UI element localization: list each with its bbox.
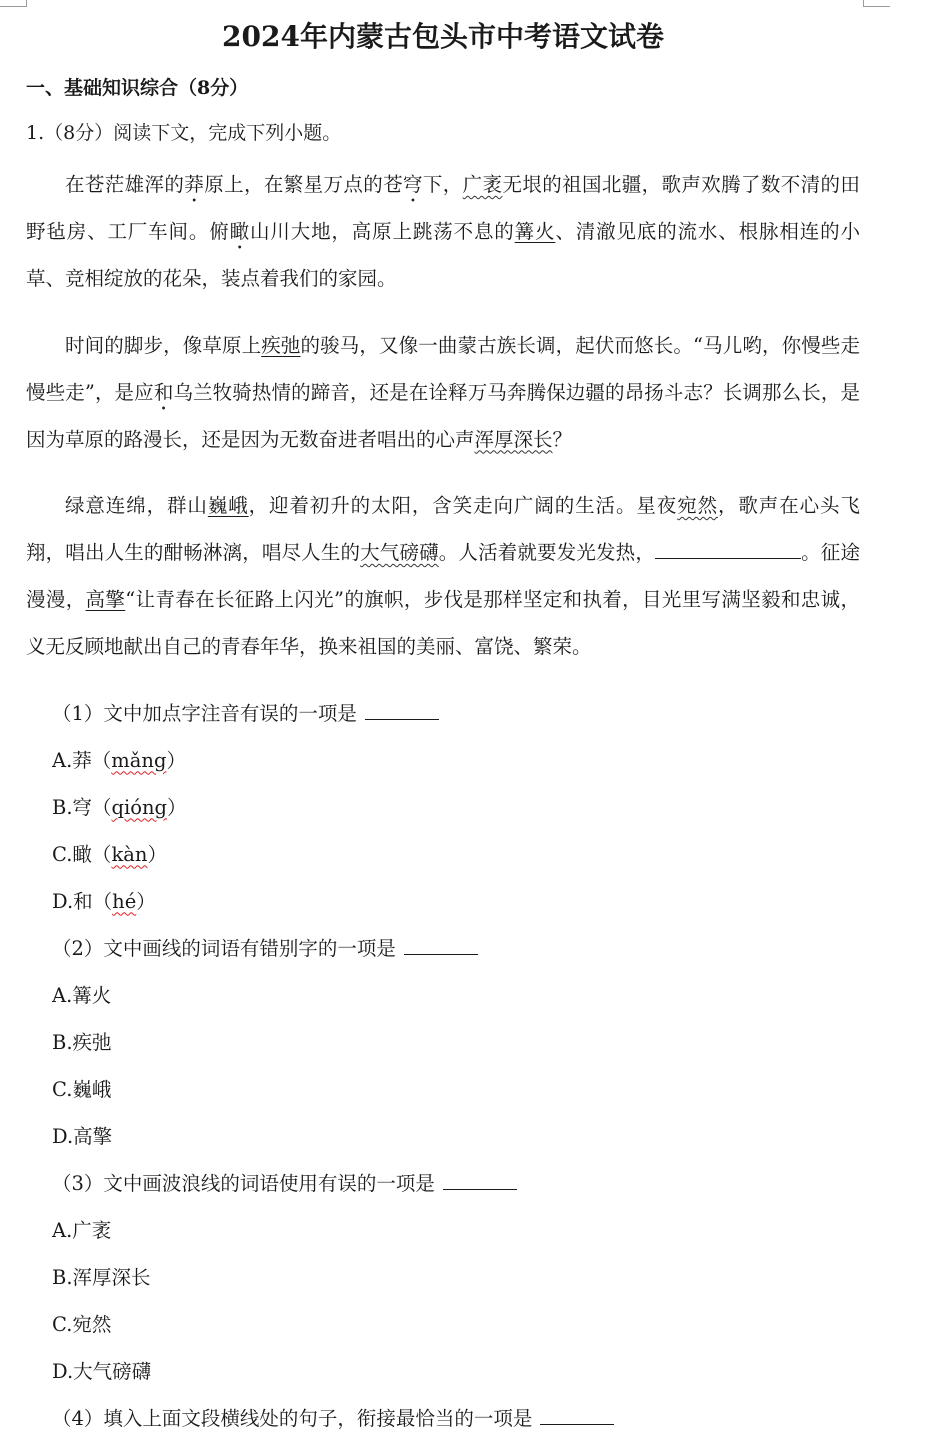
option-3d: D.大气磅礴 bbox=[52, 1359, 152, 1383]
page-corner-mark-right bbox=[863, 0, 890, 7]
dotted-char-qiong: 穹 bbox=[403, 173, 423, 196]
answer-blank-1[interactable] bbox=[365, 701, 439, 720]
option-3a: A.广袤 bbox=[52, 1218, 112, 1242]
passage-paragraph-2 bbox=[26, 322, 860, 463]
text-run: 无垠的祖国北疆，歌声欢腾了数不清的田野毡房、工厂车间。俯 bbox=[26, 173, 860, 243]
underlined-word-jichi: 疾弛 bbox=[261, 333, 301, 357]
text-run: 乌兰牧骑热情的蹄音，还是在诠释万马奔腾保边疆的昂扬斗志？长调那么长，是因为草原的路漫长，还是因为无数奋进者唱出的心声 bbox=[26, 380, 860, 451]
sub-question-1-prompt: （1）文中加点字注音有误的一项是 bbox=[52, 701, 357, 725]
option-1b bbox=[26, 784, 860, 831]
option-label: A.莽（ bbox=[52, 748, 112, 772]
option-label: C.瞰（ bbox=[52, 842, 112, 866]
option-2c: C.巍峨 bbox=[52, 1077, 112, 1101]
option-label: D.和（ bbox=[52, 889, 113, 913]
text-run: 时间的脚步，像草原上 bbox=[65, 333, 262, 357]
sub-question-2 bbox=[26, 925, 860, 972]
text-run: 绿意连绵，群山 bbox=[65, 494, 208, 517]
option-paren: ） bbox=[136, 889, 156, 913]
sub-question-1 bbox=[26, 690, 860, 737]
text-run: 。征途漫漫， bbox=[26, 541, 860, 611]
option-2d: D.高擎 bbox=[52, 1124, 113, 1148]
sub-question-3 bbox=[26, 1160, 860, 1207]
text-run: 下， bbox=[422, 173, 463, 196]
text-run: 山川大地，高原上跳荡不息的 bbox=[249, 220, 515, 243]
option-1a bbox=[26, 737, 860, 784]
text-run: 。人活着就要发光发热， bbox=[438, 541, 655, 564]
pinyin: mǎng bbox=[111, 748, 167, 772]
dotted-char-he: 和 bbox=[153, 380, 174, 404]
pinyin: qióng bbox=[111, 795, 168, 819]
option-1d bbox=[26, 878, 860, 925]
text-run: “让青春在长征路上闪光”的旗帜，步伐是那样坚定和执着，目光里写满坚毅和忠诚，义无反顾地献出自己的青春年华，换来祖国的美丽、富饶、繁荣。 bbox=[26, 588, 860, 658]
underlined-word-gaoqing: 高擎 bbox=[85, 588, 126, 611]
option-paren: ） bbox=[166, 748, 186, 772]
underlined-word-weie: 巍峨 bbox=[207, 494, 249, 517]
wavy-word-wanran: 宛然 bbox=[677, 494, 718, 517]
text-run: 的骏马，又像一曲蒙古族长调，起伏而悠长。“马儿哟，你慢些走慢些走”，是应 bbox=[26, 333, 860, 404]
passage-paragraph-3 bbox=[26, 482, 860, 670]
wavy-word-daqipangbo: 大气磅礴 bbox=[360, 541, 439, 564]
answer-blank-3[interactable] bbox=[443, 1171, 517, 1190]
wavy-word-hunhoushenchang: 浑厚深长 bbox=[474, 427, 553, 451]
fill-in-blank-line[interactable] bbox=[655, 540, 801, 559]
text-run: 原上，在繁星万点的苍 bbox=[204, 173, 404, 196]
sub-question-2-prompt: （2）文中画线的词语有错别字的一项是 bbox=[52, 936, 396, 960]
text-run: ？ bbox=[552, 427, 573, 451]
pinyin: hé bbox=[112, 889, 137, 913]
option-2a: A.篝火 bbox=[52, 983, 112, 1007]
text-run: 在苍茫雄浑的 bbox=[65, 173, 185, 196]
option-3b: B.浑厚深长 bbox=[52, 1265, 151, 1289]
wavy-word-guangmao: 广袤 bbox=[462, 173, 503, 196]
underlined-word-gouhuo: 篝火 bbox=[514, 220, 556, 243]
exam-page bbox=[26, 0, 860, 1442]
answer-blank-2[interactable] bbox=[404, 936, 478, 955]
question-1-heading: 1.（8分）阅读下文，完成下列小题。 bbox=[26, 122, 342, 144]
page-corner-mark-left bbox=[0, 0, 27, 7]
passage-paragraph-1 bbox=[26, 161, 860, 302]
page-title: 2024年内蒙古包头市中考语文试卷 bbox=[222, 20, 664, 53]
answer-blank-4[interactable] bbox=[540, 1406, 614, 1425]
pinyin: kàn bbox=[111, 842, 148, 866]
option-1c bbox=[26, 831, 860, 878]
option-label: B.穹（ bbox=[52, 795, 112, 819]
text-run: ，迎着初升的太阳，含笑走向广阔的生活。星夜 bbox=[248, 494, 678, 517]
sub-question-4 bbox=[26, 1395, 860, 1442]
sub-question-3-prompt: （3）文中画波浪线的词语使用有误的一项是 bbox=[52, 1171, 435, 1195]
text-run: 、清澈见底的流水、根脉相连的小草、竞相绽放的花朵，装点着我们的家园。 bbox=[26, 220, 860, 290]
sub-question-4-prompt: （4）填入上面文段横线处的句子，衔接最恰当的一项是 bbox=[52, 1406, 533, 1430]
text-run: ，歌声在心头飞翔，唱出人生的酣畅淋漓，唱尽人生的 bbox=[26, 494, 860, 564]
section-heading: 一、基础知识综合（8分） bbox=[26, 77, 249, 99]
option-paren: ） bbox=[147, 842, 167, 866]
dotted-char-mang: 莽 bbox=[184, 173, 205, 196]
dotted-char-kan: 瞰 bbox=[229, 220, 250, 243]
option-3c: C.宛然 bbox=[52, 1312, 112, 1336]
option-2b: B.疾弛 bbox=[52, 1030, 112, 1054]
option-paren: ） bbox=[167, 795, 187, 819]
